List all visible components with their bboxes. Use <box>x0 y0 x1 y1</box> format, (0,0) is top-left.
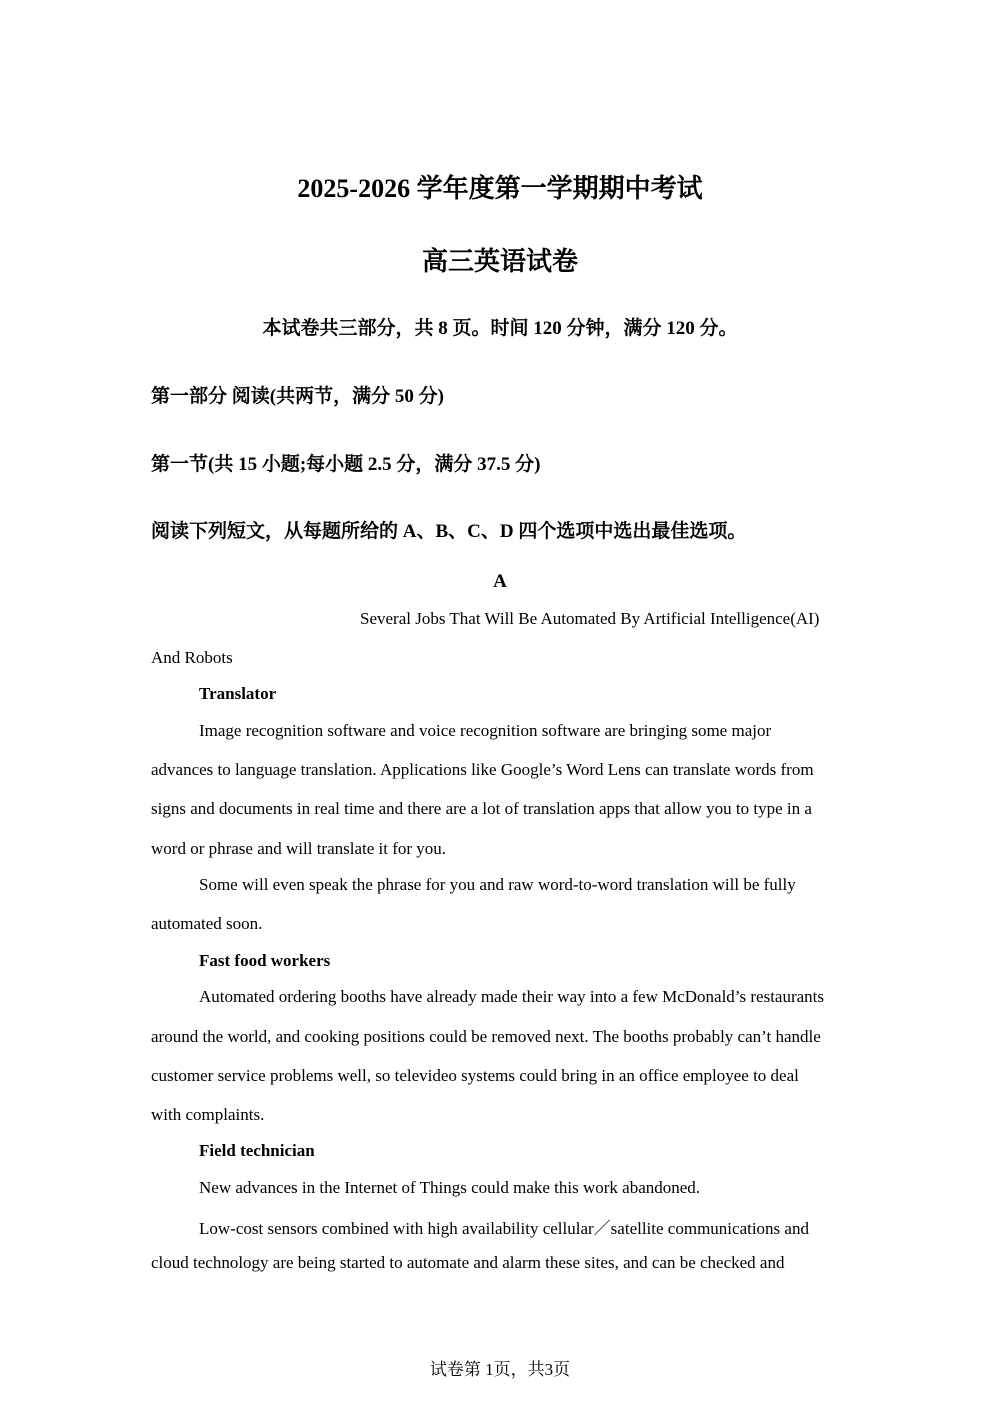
paragraph-line: Low-cost sensors combined with high availability cellular／satellite communications and <box>199 1219 809 1238</box>
section-heading: 第一节(共 15 小题;每小题 2.5 分，满分 37.5 分) <box>151 454 541 475</box>
paragraph-line: automated soon. <box>151 914 263 933</box>
subheading-fast-food: Fast food workers <box>199 951 331 970</box>
paragraph-line: Automated ordering booths have already made their way into a few McDonald’s restaurants <box>199 987 825 1006</box>
page-footer: 试卷第 1页，共3页 <box>429 1360 571 1379</box>
exam-intro: 本试卷共三部分，共 8 页。时间 120 分钟，满分 120 分。 <box>262 318 738 339</box>
paragraph-line: New advances in the Internet of Things could make this work abandoned. <box>199 1178 701 1197</box>
passage-title-line: And Robots <box>151 648 233 667</box>
paragraph-line: cloud technology are being started to automate and alarm these sites, and can be checked and <box>151 1253 785 1272</box>
paragraph-line: word or phrase and will translate it for you. <box>151 839 447 858</box>
paragraph-line: around the world, and cooking positions could be removed next. The booths probably can’t handle <box>151 1027 821 1046</box>
paragraph-line: with complaints. <box>151 1105 265 1124</box>
passage-title-line: Several Jobs That Will Be Automated By Artificial Intelligence(AI) <box>360 609 820 628</box>
exam-title: 2025-2026 学年度第一学期期中考试 <box>297 174 703 203</box>
paragraph-line: advances to language translation. Applications like Google’s Word Lens can translate words from <box>151 760 814 779</box>
exam-subtitle: 高三英语试卷 <box>421 247 578 276</box>
paragraph-line: customer service problems well, so televideo systems could bring in an office employee to deal <box>151 1066 799 1085</box>
paragraph-line: Some will even speak the phrase for you and raw word-to-word translation will be fully <box>199 875 796 894</box>
passage-label: A <box>493 571 507 592</box>
paragraph-line: Image recognition software and voice recognition software are bringing some major <box>199 721 772 740</box>
reading-instruction: 阅读下列短文，从每题所给的 A、B、C、D 四个选项中选出最佳选项。 <box>151 521 747 542</box>
paragraph-line: signs and documents in real time and there are a lot of translation apps that allow you to type in a <box>151 799 812 818</box>
subheading-field-technician: Field technician <box>199 1141 315 1160</box>
subheading-translator: Translator <box>199 684 277 703</box>
part-heading: 第一部分 阅读(共两节，满分 50 分) <box>151 386 444 407</box>
